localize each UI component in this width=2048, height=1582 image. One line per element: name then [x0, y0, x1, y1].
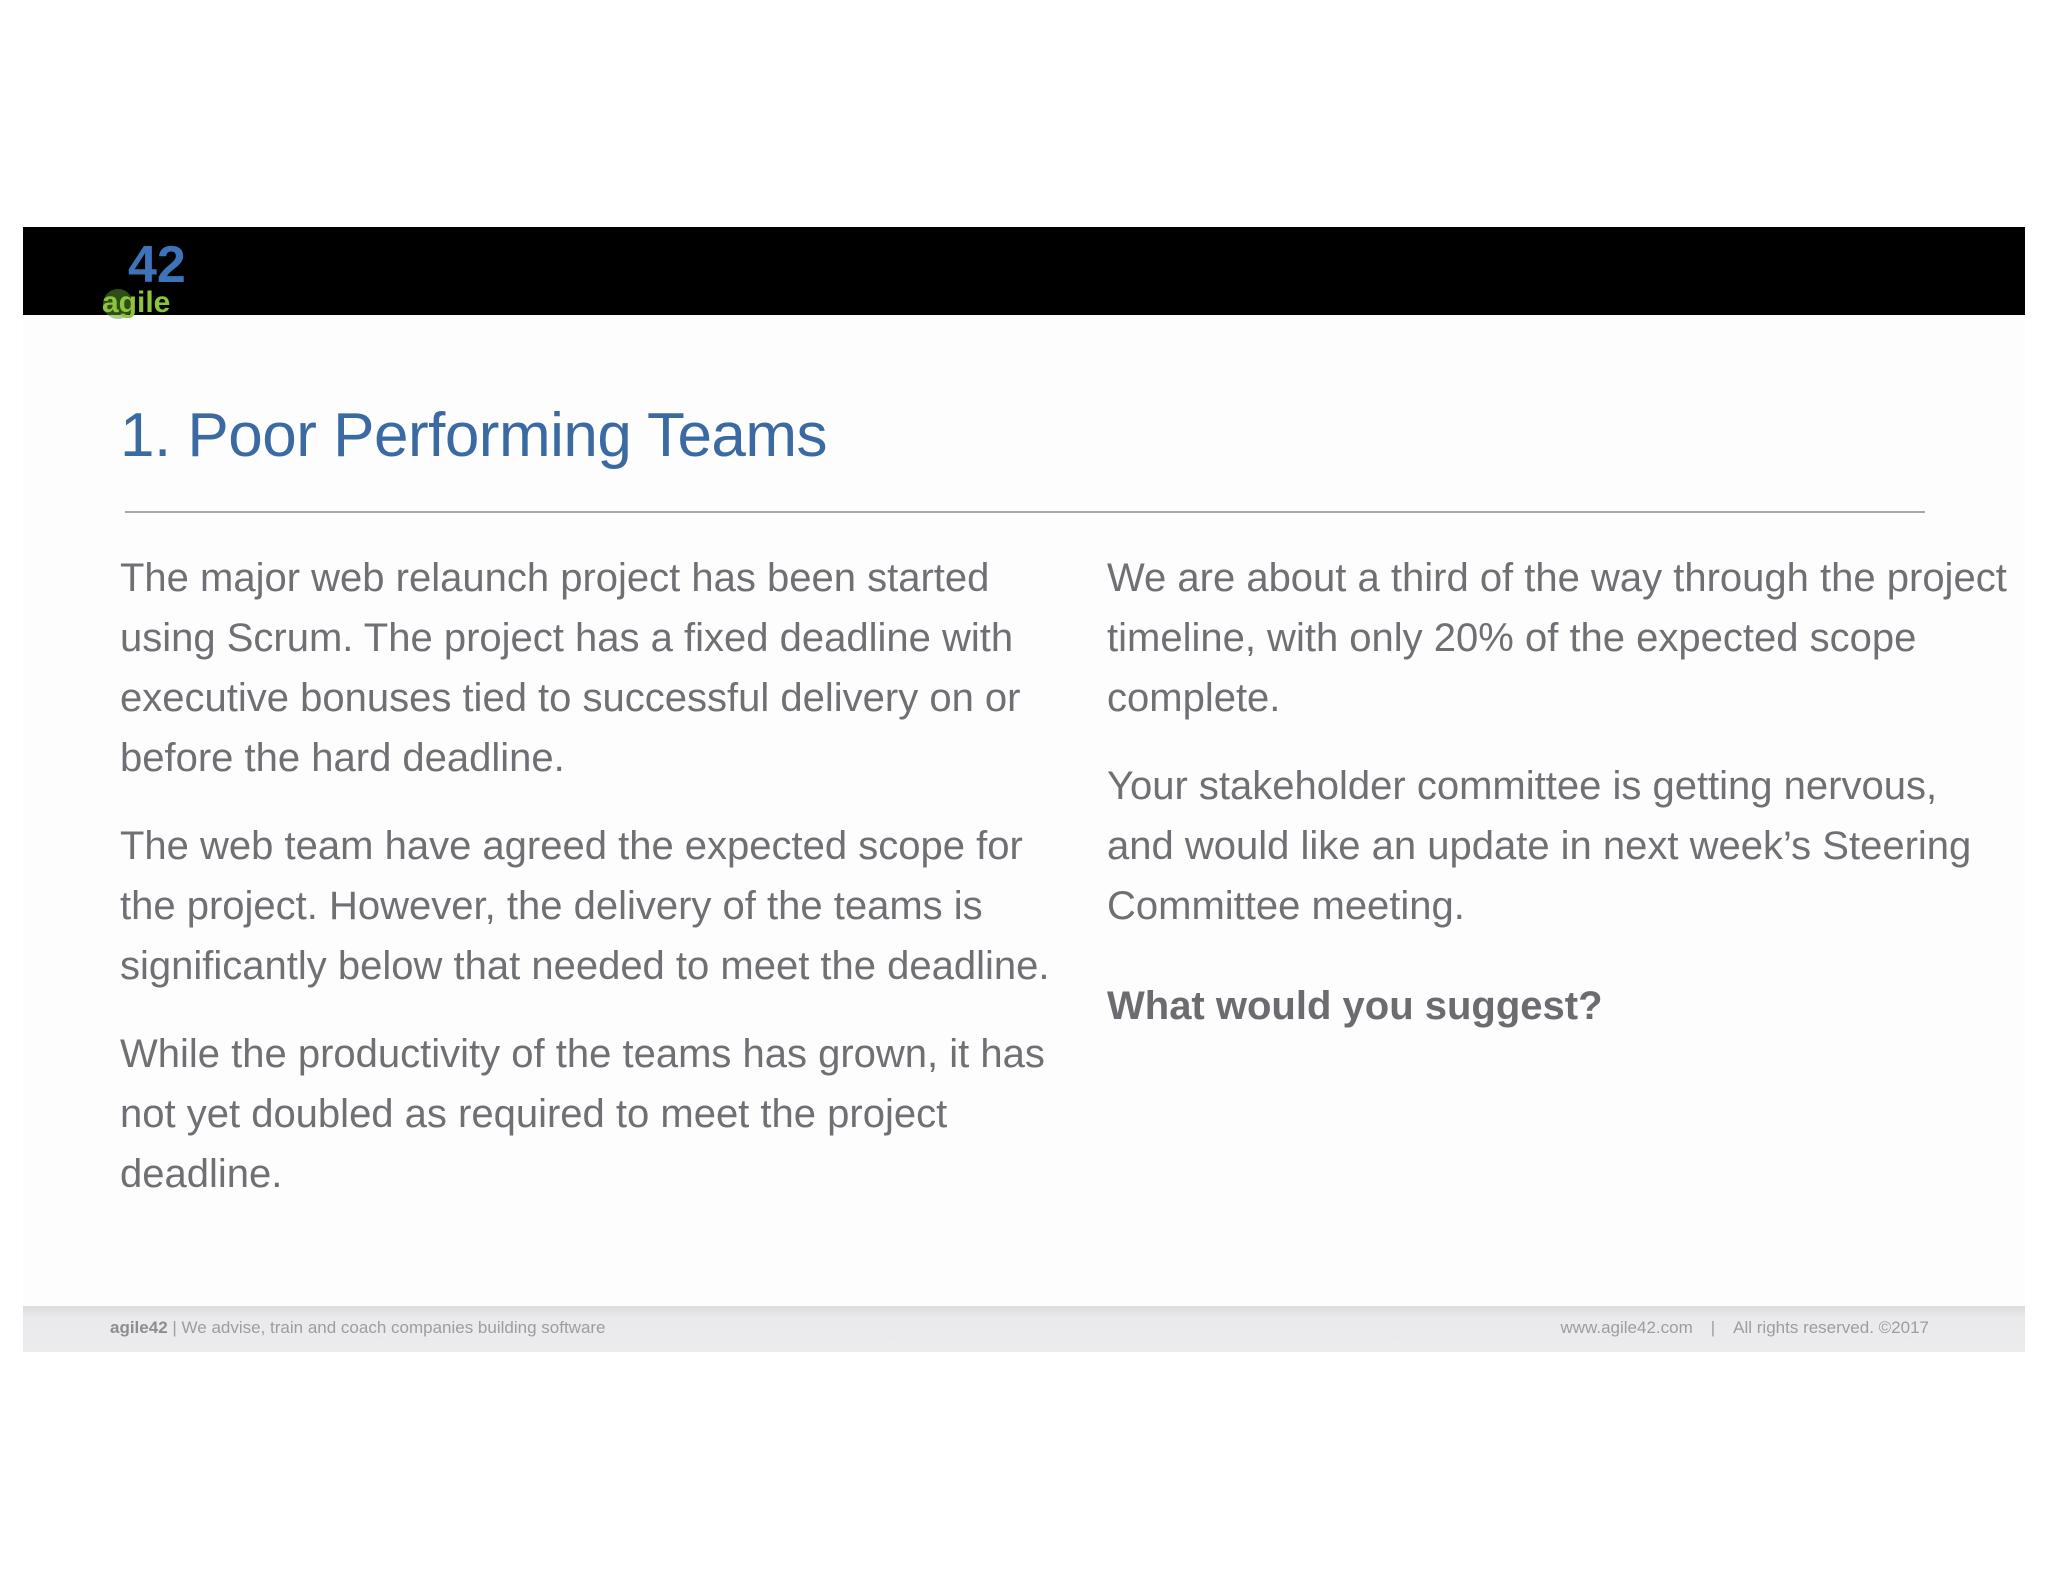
agile42-logo-graphic: [98, 234, 198, 334]
left-paragraph-3: While the productivity of the teams has grown, it has not yet doubled as required to meet the project deadline.: [120, 1032, 1045, 1196]
footer-separator: |: [1710, 1318, 1716, 1337]
footer-website: www.agile42.com: [1560, 1318, 1693, 1337]
left-paragraph-2: The web team have agreed the expected scope for the project. However, the delivery of the teams is significantly below that needed to meet the deadline.: [120, 824, 1050, 988]
left-paragraph-1: The major web relaunch project has been started using Scrum. The project has a fixed deadline with executive bonuses tied to successful delivery on or before the hard deadline.: [120, 556, 1021, 780]
footer-copyright: All rights reserved. ©2017: [1733, 1318, 1929, 1337]
logo-number: 42: [128, 236, 186, 294]
right-paragraph-2: Your stakeholder committee is getting nervous, and would like an update in next week’s Steering Committee meeting.: [1107, 764, 1972, 928]
right-column: [1107, 548, 2007, 1064]
question-prompt: What would you suggest?: [1107, 984, 1603, 1028]
logo-word: agile: [102, 286, 171, 319]
footer-left: [110, 1318, 606, 1338]
footer-brand: agile42: [110, 1318, 168, 1337]
agile42-logo: [98, 234, 198, 334]
footer-right: [1560, 1318, 1929, 1338]
footer-bar: [23, 1306, 2025, 1352]
title-divider: [125, 511, 1925, 513]
right-paragraph-1: We are about a third of the way through the project timeline, with only 20% of the expected scope complete.: [1107, 556, 2007, 720]
footer-tagline: | We advise, train and coach companies building software: [172, 1318, 606, 1337]
header-bar: [23, 227, 2025, 315]
left-column: [120, 548, 1070, 1232]
page-title: 1. Poor Performing Teams: [120, 401, 828, 470]
